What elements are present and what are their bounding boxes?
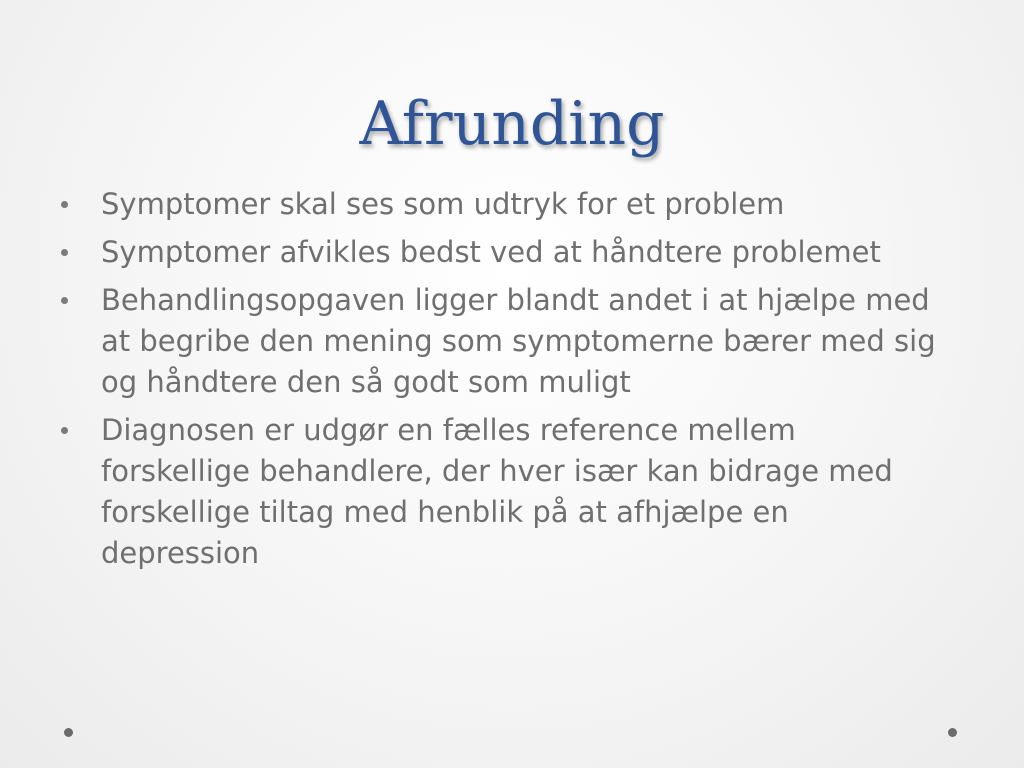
bullet-item [59,410,939,574]
corner-dot-left-icon [64,728,73,737]
corner-dot-right-icon [948,728,957,737]
bullet-item [59,280,939,403]
bullet-text: Behandlingsopgaven ligger blandt andet i at hjælpe med at begribe den mening som symptomerne bærer med sig og håndtere den så godt som muligt [101,283,936,399]
bullet-item [59,184,939,225]
bullet-text: Diagnosen er udgør en fælles reference mellem forskellige behandlere, der hver især kan bidrage med forskellige tiltag med henblik på at afhjælpe en depression [101,413,893,570]
bullet-list [59,184,939,581]
slide-title: Afrunding [359,89,665,159]
bullet-dot-icon [61,427,68,434]
bullet-text: Symptomer skal ses som udtryk for et problem [101,187,785,221]
bullet-item [59,232,939,273]
bullet-dot-icon [61,297,68,304]
bullet-dot-icon [61,201,68,208]
bullet-text: Symptomer afvikles bedst ved at håndtere problemet [101,235,881,269]
bullet-dot-icon [61,249,68,256]
